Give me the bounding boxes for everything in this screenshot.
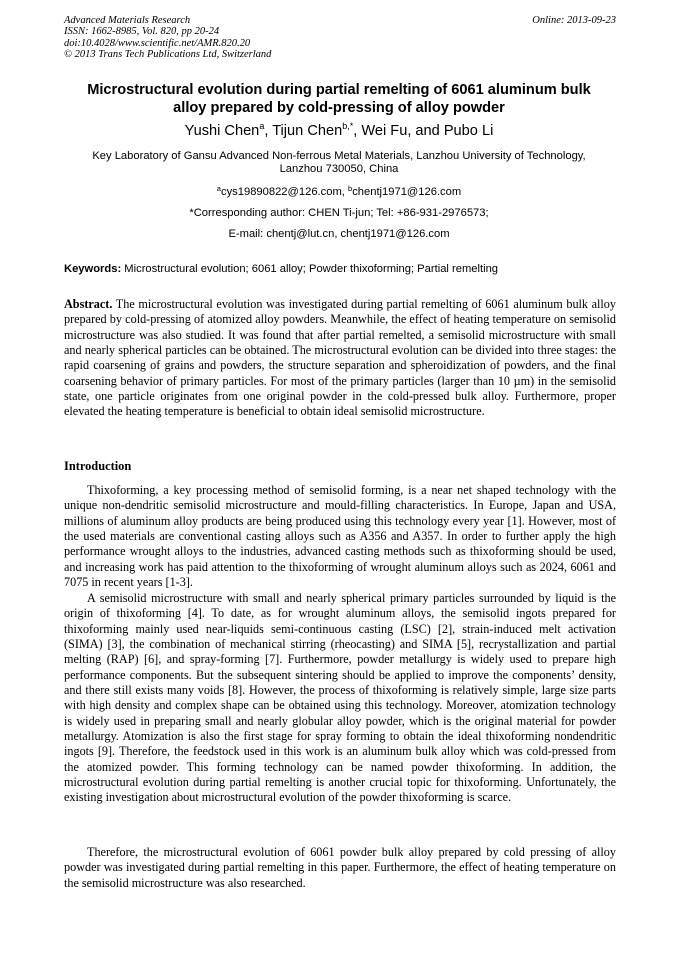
- doi-line[interactable]: doi:10.4028/www.scientific.net/AMR.820.20: [64, 37, 251, 49]
- email-a[interactable]: cys19890822@126.com,: [220, 186, 349, 198]
- corresponding-email[interactable]: E-mail: chentj@lut.cn, chentj1971@126.com: [228, 228, 450, 240]
- corresponding-author: *Corresponding author: CHEN Ti-jun; Tel: +86-931-2976573;: [189, 207, 489, 219]
- title-line-2: alloy prepared by cold-pressing of alloy powder: [173, 100, 505, 116]
- intro-paragraph-3: Therefore, the microstructural evolution of 6061 powder bulk alloy prepared by cold pressing of alloy powder was investigated during partial remelting in this paper. Furthermore, the effect of heating temperature on the semisolid microstructure was also researched.: [64, 845, 616, 890]
- abstract-text: The microstructural evolution was investigated during partial remelting of 6061 aluminum bulk alloy prepared by cold-pressing of atomized alloy powders. Meanwhile, the effect of heating temperature on semisolid microstructure was also studied. It was found that after partial remelted, a semisolid microstructure with small and nearly spherical particles can be obtained. The microstructural evolution can be divided into three stages: the rapid coarsening of grains and powders, the structure separation and spheroidization of powders, and the final coarsening behavior of primary particles. For most of the primary particles (larger than 10 µm) in the semisolid state, one particle originates from one original powder in the cold-pressed bulk alloy. Furthermore, proper elevated the heating temperature is beneficial to obtain ideal semisolid microstructure.: [64, 297, 616, 419]
- copyright-line: © 2013 Trans Tech Publications Ltd, Switzerland: [64, 49, 272, 61]
- keywords: [64, 263, 616, 276]
- author-1-marker: a: [259, 121, 265, 131]
- paper-title: [60, 81, 618, 117]
- affiliation-line-2: Lanzhou 730050, China: [279, 163, 399, 175]
- abstract: [64, 297, 616, 420]
- email-b-marker: b: [348, 184, 353, 193]
- author-2-marker: b,*: [342, 121, 354, 131]
- issn-line: ISSN: 1662-8985, Vol. 820, pp 20-24: [64, 26, 220, 38]
- affiliation: [60, 150, 618, 176]
- author-1: Yushi Chen: [184, 123, 260, 139]
- intro-paragraph-2: A semisolid microstructure with small and nearly spherical primary particles surrounded by liquid is the origin of thixoforming [4]. To date, as for wrought aluminum alloys, the semisolid ingots prepared for thixoforming mainly used near-liquids semi-continuous casting (LSC) [2], strain-induced melt activation (SIMA) [3], the combination of mechanical stirring (rheocasting) and SIMA [5], recrystallization and partial melting (RAP) [6], and spray-forming [7]. Furthermore, powder metallurgy is widely used to prepare high performance components. But the subsequent sintering should be applied to improve the components’ density, and there still exists many voids [8]. However, the process of thixoforming is relatively simple, large size parts with high density and complex shape can be obtained using this technology. Moreover, atomization technology is widely used in preparing small and nearly globular alloy powder, which is the original material for powder metallurgy. Atomization is also the first stage for spray forming to obtain the ideal thixoforming nondendritic ingots [9]. Therefore, the feedstock used in this work is an aluminum bulk alloy which was cold-pressed from the atomized powder. This forming technology can be named powder thixoforming. In addition, the microstructural evolution during partial remelting is another crucial topic for thixoforming. Unfortunately, the existing investigation about microstructural evolution of the powder thixoforming is scarce.: [64, 591, 616, 805]
- author-list: [60, 122, 618, 140]
- intro-paragraph-1: Thixoforming, a key processing method of semisolid forming, is a near net shaped technology with the unique non-dendritic semisolid microstructure and mould-filling characteristics. In Europe, Japan and USA, millions of aluminum alloy products are being produced using this technology every year [1]. However, most of the used materials are conventional casting alloys such as A356 and A357. In order to further apply the high performance wrought alloys to the industries, advanced casting methods such as thixoforming should be used, and increasing work has paid attention to the thixoforming of wrought aluminum alloys such as 2024, 6061 and 7075 in recent years [1-3].: [64, 483, 616, 590]
- keywords-text: Microstructural evolution; 6061 alloy; Powder thixoforming; Partial remelting: [121, 263, 499, 275]
- journal-name: Advanced Materials Research: [64, 15, 191, 26]
- section-heading-introduction: Introduction: [64, 459, 132, 473]
- author-2: Tijun Chen: [272, 123, 343, 139]
- journal-header: [64, 15, 616, 61]
- email-b[interactable]: chentj1971@126.com: [352, 186, 462, 198]
- author-separator: ,: [264, 123, 273, 139]
- author-rest: , Wei Fu, and Pubo Li: [353, 123, 494, 139]
- affiliation-line-1: Key Laboratory of Gansu Advanced Non-ferrous Metal Materials, Lanzhou University of Technology,: [92, 150, 586, 162]
- abstract-label: Abstract.: [64, 297, 113, 311]
- email-a-marker: a: [216, 184, 221, 193]
- keywords-label: Keywords:: [64, 263, 122, 275]
- author-emails: [60, 186, 618, 199]
- title-line-1: Microstructural evolution during partial remelting of 6061 aluminum bulk: [87, 82, 591, 98]
- online-date: Online: 2013-09-23: [532, 15, 616, 26]
